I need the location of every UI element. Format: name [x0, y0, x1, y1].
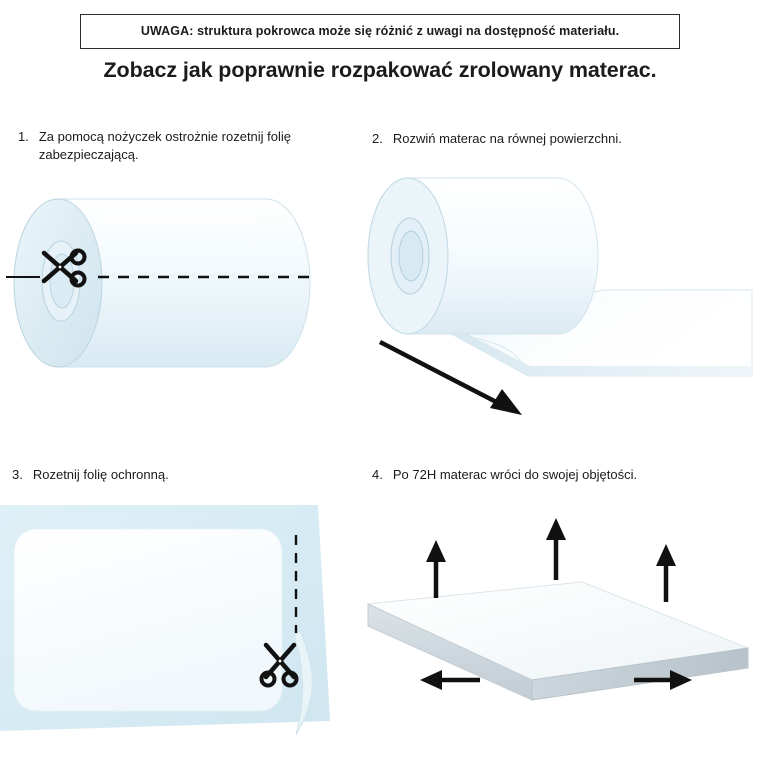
step-2-caption: [372, 130, 712, 148]
mattress-in-foil-icon: [0, 505, 330, 735]
step-1-number: 1.: [18, 129, 29, 144]
arrow-up-icon: [656, 544, 676, 602]
step-2-number: 2.: [372, 131, 383, 146]
step-4-number: 4.: [372, 467, 383, 482]
step-1-text: Za pomocą nożyczek ostrożnie rozetnij folię zabezpieczającą.: [38, 129, 292, 162]
step-3-number: 3.: [12, 467, 23, 482]
notice-banner: [80, 14, 680, 49]
arrow-up-icon: [546, 518, 566, 580]
rolled-mattress-icon: [14, 199, 310, 367]
step-3-illustration: [0, 505, 340, 755]
step-1-illustration: [6, 185, 336, 375]
step-4-caption: [372, 466, 732, 484]
step-4-illustration: [350, 530, 750, 750]
page-title: Zobacz jak poprawnie rozpakować zrolowany materac.: [103, 58, 657, 82]
step-1-caption: [18, 128, 318, 163]
notice-text: UWAGA: struktura pokrowca może się różnić z uwagi na dostępność materiału.: [140, 24, 620, 38]
step-4-text: Po 72H materac wróci do swojej objętości.: [392, 467, 638, 482]
step-3-text: Rozetnij folię ochronną.: [32, 467, 169, 482]
step-3-caption: [12, 466, 332, 484]
unrolling-mattress-icon: [368, 178, 752, 376]
step-2-text: Rozwiń materac na równej powierzchni.: [392, 131, 622, 146]
mattress-slab-icon: [368, 582, 748, 700]
arrow-up-icon: [426, 540, 446, 598]
step-2-illustration: [352, 170, 752, 430]
